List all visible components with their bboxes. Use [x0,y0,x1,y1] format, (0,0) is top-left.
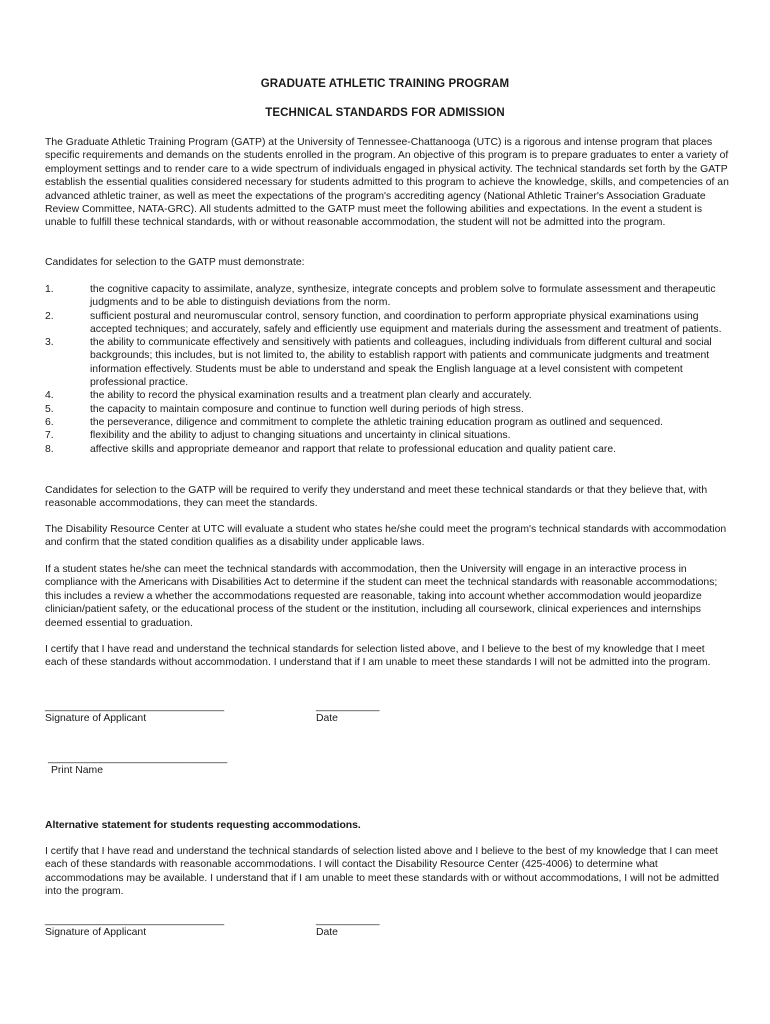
signature-label: Signature of Applicant [45,713,147,724]
item-text: flexibility and the ability to adjust to changing situations and uncertainty in clinical situations. [90,430,511,442]
list-item [45,443,735,456]
candidates-intro: Candidates for selection to the GATP must demonstrate: [45,257,305,268]
list-item [45,416,735,429]
print-name-label: Print Name [51,765,103,776]
verify-paragraph: Candidates for selection to the GATP will be required to verify they understand and meet these technical standards or that they believe that, with reasonable accommodations, they can meet the standards. [45,485,708,510]
alternative-paragraph: I certify that I have read and understand the technical standards of selection listed above and I believe to the best of my knowledge that I can meet each of these standards with reasonable accommodations. I will contact the Disability Resource Center (425-4006) to determine what accommodations may be available. I understand that if I am unable to meet these standards with or without accommodations, I will not be admitted into the program. [45,846,720,898]
item-text: the ability to communicate effectively and sensitively with patients and colleagues, including individuals from different cultural and social backgrounds; this includes, but is not limited to, the ability to establish rapport with patients and communicate judgments and treatment information effectively. Students must be able to understand and speak the English language at a level consistent with competent professional practice. [90,337,712,389]
item-number: 6. [45,416,54,428]
item-number: 8. [45,443,54,455]
document-subtitle: TECHNICAL STANDARDS FOR ADMISSION [265,107,505,119]
signature-field[interactable] [45,701,224,725]
item-text: affective skills and appropriate demeanor and rapport that relate to professional education and quality patient care. [90,443,617,455]
signature-line[interactable]: _______________________________ [45,701,225,712]
intro-paragraph: The Graduate Athletic Training Program (GATP) at the University of Tennessee-Chattanooga (UTC) is a rigorous and intense program that places specific requirements and demands on the students enrolled in the program. An objective of this program is to prepare graduates to enter a variety of employment settings and to render care to a wide spectrum of individuals engaged in physical activity. The technical standards set forth by the GATP establish the essential qualities considered necessary for students admitted to this program to achieve the knowledge, skills, and competencies of an advanced athletic trainer, as well as meet the expectations of the program's accrediting agency (National Athletic Trainer's Association Graduate Review Committee, NATA-GRC). All students admitted to the GATP must meet the following abilities and expectations. In the event a student is unable to fulfill these technical standards, with or without reasonable accommodation, the student will not be admitted into the program. [45,137,729,229]
item-number: 3. [45,337,54,349]
print-name-line[interactable]: _______________________________ [48,753,228,764]
date-label: Date [316,713,338,724]
date-line[interactable]: ___________ [316,915,380,926]
signature-label: Signature of Applicant [45,927,147,938]
list-item [45,429,735,442]
item-number: 1. [45,284,54,295]
item-text: the capacity to maintain composure and continue to function well during periods of high stress. [90,403,524,415]
print-name-field[interactable] [48,753,227,777]
list-item [45,283,735,310]
item-number: 2. [45,310,54,322]
date-field[interactable] [316,701,380,725]
item-number: 4. [45,390,54,402]
item-text: the cognitive capacity to assimilate, analyze, synthesize, integrate concepts and problem solve to formulate assessment and therapeutic judgments and to be able to distinguish deviations from the norm. [90,284,716,309]
item-text: the ability to record the physical examination results and a treatment plan clearly and accurately. [90,390,532,402]
date-field-2[interactable] [316,915,380,939]
interactive-process-paragraph: If a student states he/she can meet the technical standards with accommodation, then the University will engage in an interactive process in compliance with the Americans with Disabilities Act to determine if the student can meet the technical standards with reasonable accommodations; this includes a review a whether the accommodations requested are reasonable, taking into account whether accommodation would jeopardize clinician/patient safety, or the educational process of the student or the institution, including all coursework, clinical experiences and internships deemed essential to graduation. [45,564,718,629]
list-item [45,310,735,337]
item-text: the perseverance, diligence and commitment to complete the athletic training education program as outlined and sequenced. [90,416,663,428]
item-text: sufficient postural and neuromuscular control, sensory function, and coordination to perform appropriate physical examinations using accepted techniques; and accurately, safely and efficiently use equipment and materials during the assessment and treatment of patients. [90,310,722,335]
list-item [45,389,735,402]
alternative-heading: Alternative statement for students requesting accommodations. [45,820,361,831]
list-item [45,403,735,416]
item-number: 5. [45,403,54,415]
drc-paragraph: The Disability Resource Center at UTC will evaluate a student who states he/she could meet the program's technical standards with accommodation and confirm that the stated condition qualifies as a disability under applicable laws. [45,524,727,549]
signature-field-2[interactable] [45,915,224,939]
signature-line[interactable]: _______________________________ [45,915,225,926]
list-item [45,336,735,389]
item-number: 7. [45,430,54,442]
certify-paragraph: I certify that I have read and understand the technical standards for selection listed above, and I believe to the best of my knowledge that I meet each of these standards without accommodation. I understand that if I am unable to meet these standards I will not be admitted into the program. [45,644,711,669]
document-title: GRADUATE ATHLETIC TRAINING PROGRAM [260,78,510,90]
date-line[interactable]: ___________ [316,701,380,712]
standards-list [45,283,735,456]
date-label: Date [316,927,338,938]
